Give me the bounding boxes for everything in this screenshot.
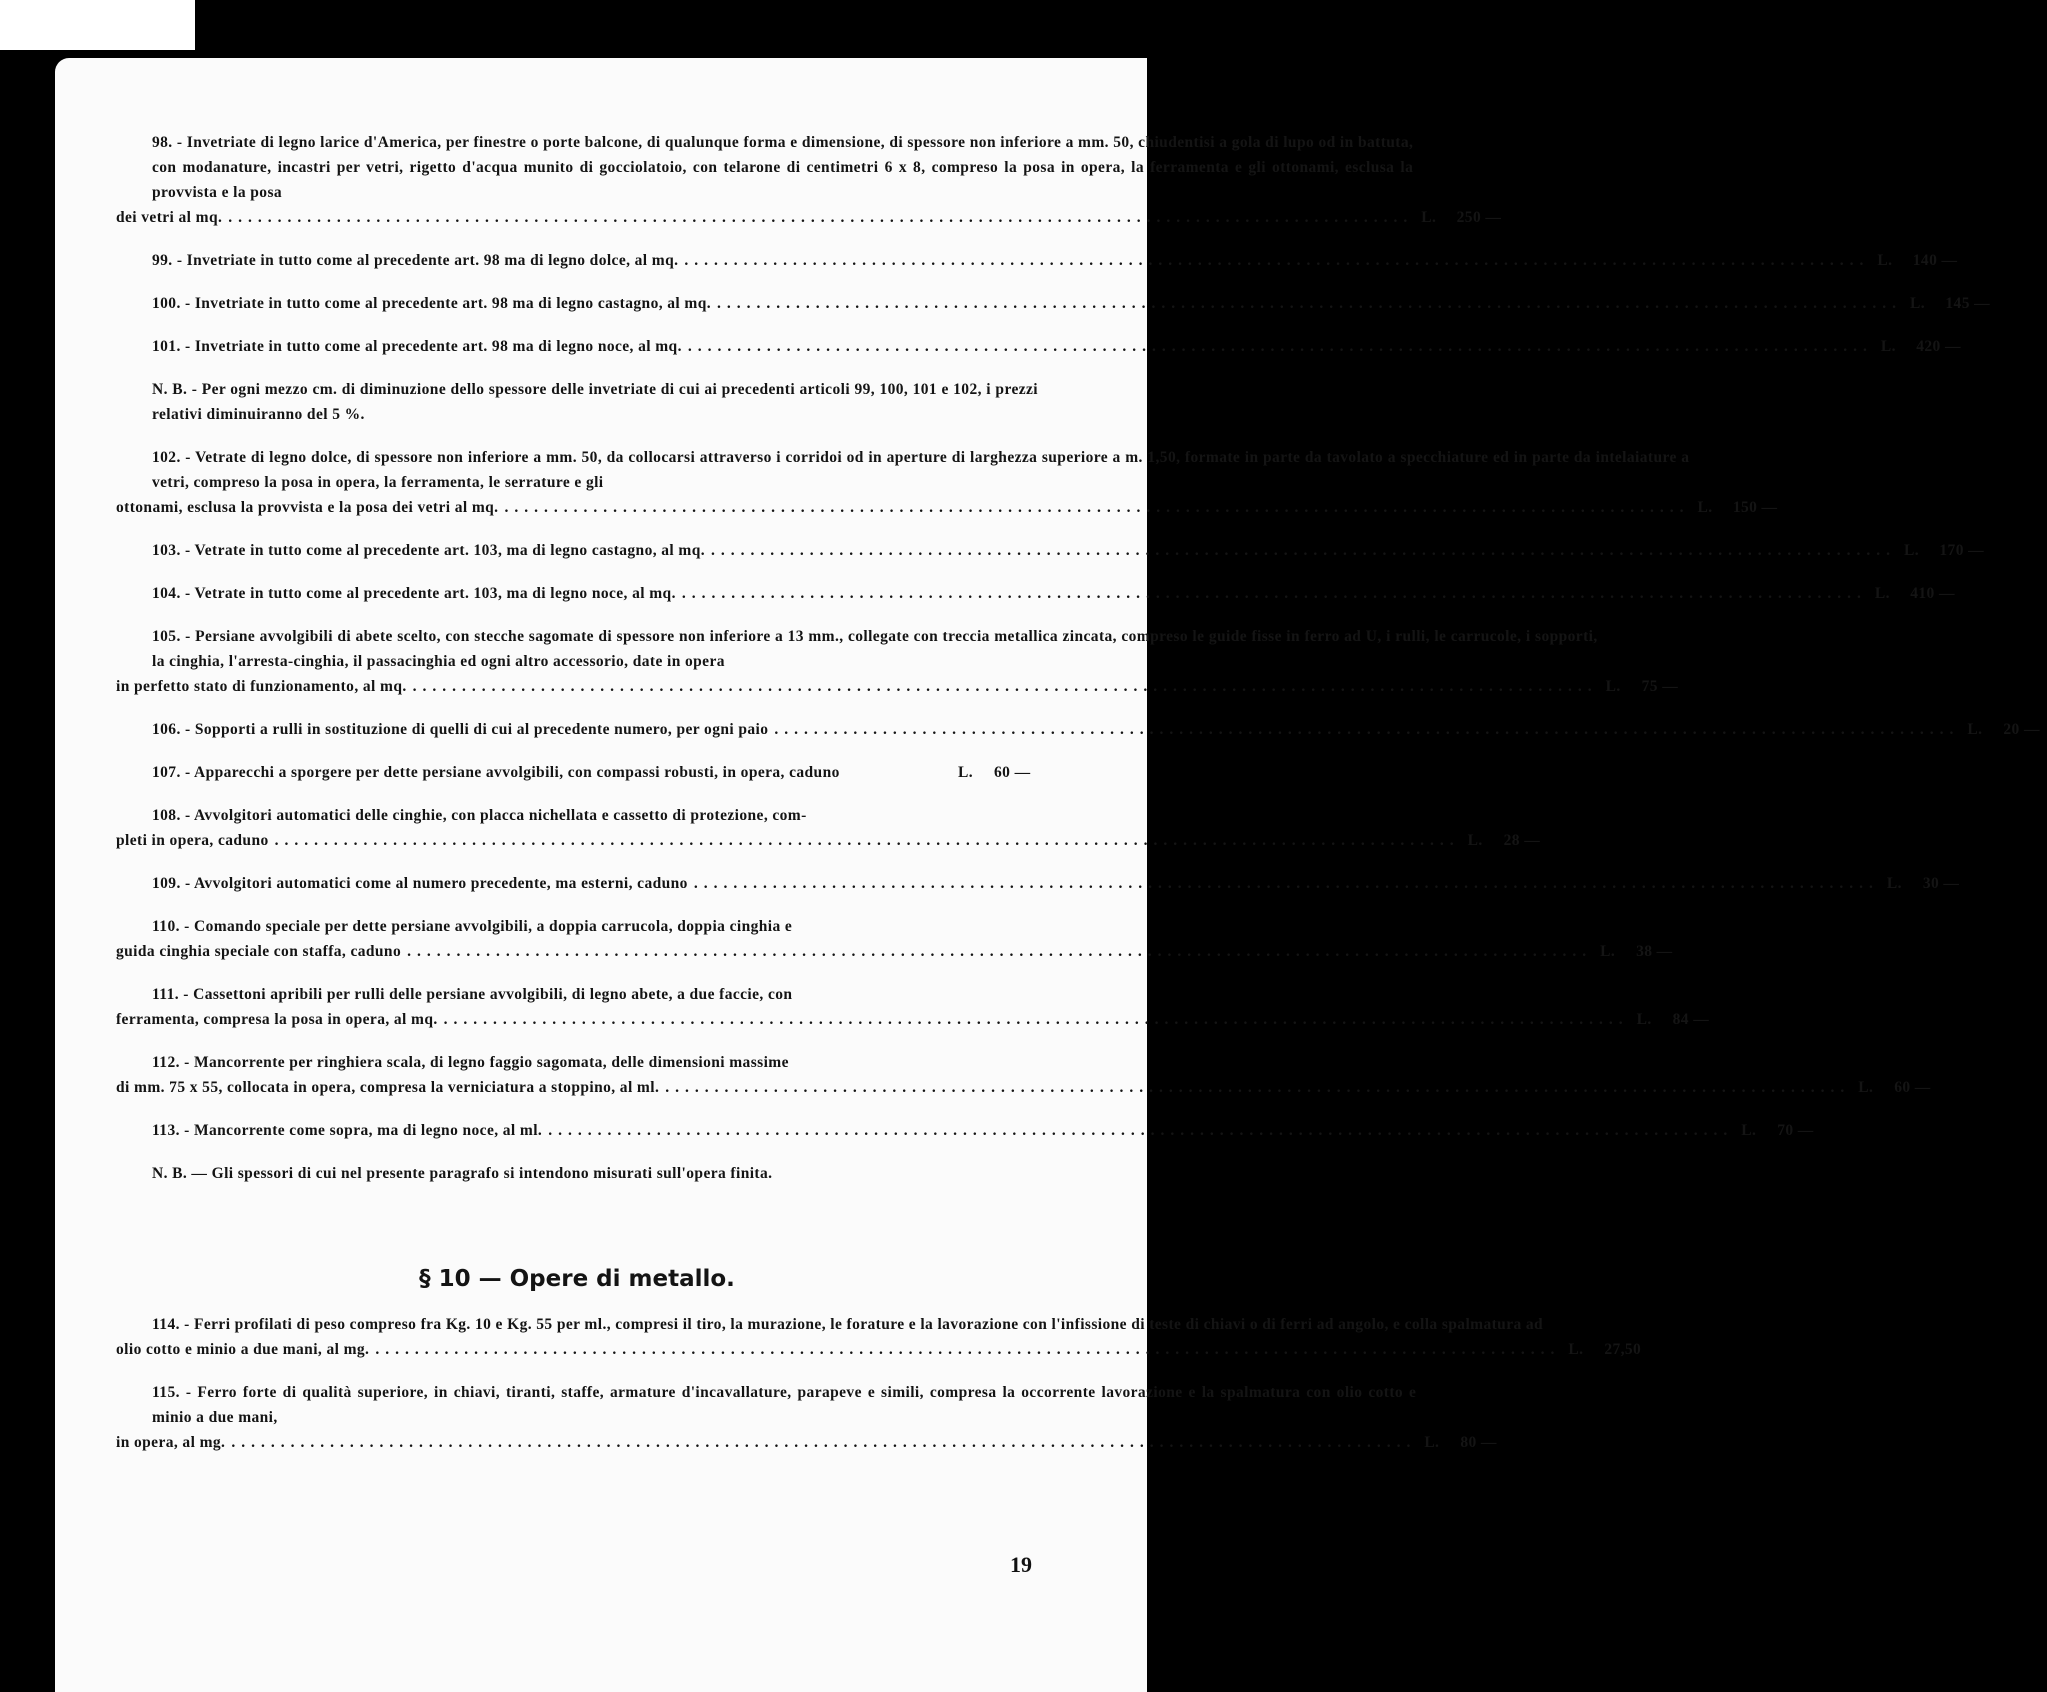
entry-last-line: 103. - Vetrate in tutto come al precedente art. 103, ma di legno castagno, al mq.	[152, 542, 706, 559]
entry-last-line: olio cotto e minio a due mani, al mg.	[116, 1341, 370, 1358]
dot-leader: ........................................................................................................................	[665, 1079, 1851, 1096]
price-entry	[116, 538, 1985, 563]
price-value: 27,50	[1604, 1341, 1642, 1358]
price-entry	[116, 1380, 1497, 1455]
price-value: 75 —	[1641, 678, 1679, 695]
dot-leader: ........................................................................................................................	[681, 585, 1867, 602]
page-number: 19	[1010, 1552, 1032, 1577]
entry-price	[1867, 581, 1955, 606]
price-value: 170 —	[1939, 542, 1985, 559]
entry-description	[116, 914, 1592, 964]
price-entry	[116, 1312, 1642, 1362]
entries-group-b	[116, 445, 2040, 1143]
price-entry	[116, 1118, 1814, 1143]
entry-text: 115. - Ferro forte di qualità superiore, in chiavi, tiranti, staffe, armature d'incavallature, parapeve e simili, compresa la occorrente lavorazione e la spalmatura con olio cotto e minio a due mani,	[152, 1384, 1417, 1426]
entry-description	[116, 1118, 1733, 1143]
dot-leader: ........................................................................................................................	[548, 1122, 1734, 1139]
entry-price	[1896, 538, 1984, 563]
entry-price	[1416, 1430, 1504, 1455]
entry-description	[116, 982, 1629, 1032]
entry-description	[116, 1380, 1416, 1455]
entry-last-line: ottonami, esclusa la provvista e la posa dei vetri al mq.	[116, 499, 499, 516]
entry-text: 102. - Vetrate di legno dolce, di spessore non inferiore a mm. 50, da collocarsi attraverso i corridoi od in aperture di larghezza superiore a m. 1,50, formate in parte da tavolato a specchiature ed in parte da intelaiature a vetri, compreso la posa in opera, la ferramenta, le serrature e gli	[152, 449, 1690, 491]
price-entry	[116, 445, 1778, 520]
entry-description	[116, 538, 1896, 563]
price-value: 410 —	[1910, 585, 1955, 602]
entry-text: 114. - Ferri profilati di peso compreso fra Kg. 10 e Kg. 55 per ml., compresi il tiro, la murazione, le forature e la lavorazione con l'infissione di teste di chiavi o di ferri ad angolo, e colla spalmatura ad	[152, 1316, 1544, 1333]
entry-price	[1850, 1075, 1938, 1100]
price-entry	[116, 291, 1991, 316]
entry-text: 105. - Persiane avvolgibili di abete scelto, con stecche sagomate di spessore non inferiore a 13 mm., collegate con treccia metallica zincata, compreso le guide fisse in ferro ad U, i rulli, le carrucole, i sopporti, la cinghia, l'arresta-cinghia, il passacinghia ed ogni altro accessorio, date in opera	[152, 628, 1598, 670]
entry-text: 98. - Invetriate di legno larice d'America, per finestre o porte balcone, di qualunque forma e dimensione, di spessore non inferiore a mm. 50, chiudentisi a gola di lupo od in battuta, con modanature, incastri per vetri, rigetto d'acqua munito di gocciolatoio, con telarone di centimetri 6 x 8, compreso la posa in opera, la ferramenta e gli ottonami, esclusa la provvista e la posa	[152, 134, 1414, 201]
dot-leader: ........................................................................................................................	[443, 1011, 1629, 1028]
price-entry	[116, 803, 1541, 853]
dot-leader: ........................................................................................................................	[412, 678, 1598, 695]
document-content	[116, 130, 2040, 1473]
price-value: 140 —	[1912, 252, 1958, 269]
dot-leader: ........................................................................................................................	[375, 1341, 1561, 1358]
price-value: 80 —	[1460, 1434, 1497, 1451]
entry-description	[116, 248, 1869, 273]
currency-label: L.	[1605, 678, 1621, 695]
price-entry	[116, 871, 1960, 896]
entry-price	[1959, 717, 2047, 742]
entry-last-line: ferramenta, compresa la posa in opera, al mq.	[116, 1011, 438, 1028]
entry-last-line: pleti in opera, caduno	[116, 832, 269, 849]
entry-price	[1733, 1118, 1821, 1143]
price-value: 70 —	[1777, 1122, 1814, 1139]
entry-price	[1879, 871, 1967, 896]
dot-leader: ........................................................................................................................	[231, 1434, 1417, 1451]
entry-last-line: guida cinghia speciale con staffa, caduno	[116, 943, 402, 960]
price-entry	[116, 717, 2040, 742]
currency-label: L.	[1600, 943, 1616, 960]
price-entry	[116, 982, 1710, 1032]
entry-price	[950, 760, 1038, 785]
entry-price	[1689, 495, 1777, 520]
entry-last-line: 100. - Invetriate in tutto come al precedente art. 98 ma di legno castagno, al mq.	[152, 295, 712, 312]
entry-price	[1902, 291, 1990, 316]
entry-text: 108. - Avvolgitori automatici delle cinghie, con placca nichellata e cassetto di protezione, com-	[152, 807, 807, 824]
price-entry	[116, 624, 1679, 699]
currency-label: L.	[1741, 1122, 1757, 1139]
entry-last-line: in opera, al mg.	[116, 1434, 226, 1451]
dot-leader: ........................................................................................................................	[504, 499, 1690, 516]
entry-price	[1598, 674, 1686, 699]
price-value: 28 —	[1503, 832, 1541, 849]
currency-label: L.	[1874, 585, 1890, 602]
entry-description	[116, 130, 1413, 230]
price-value: 84 —	[1672, 1011, 1710, 1028]
entry-last-line: 109. - Avvolgitori automatici come al numero precedente, ma esterni, caduno	[152, 875, 688, 892]
currency-label: L.	[1877, 252, 1893, 269]
currency-label: L.	[1697, 499, 1713, 516]
entry-price	[1560, 1337, 1648, 1362]
note-1: N. B. - Per ogni mezzo cm. di diminuzione dello spessore delle invetriate di cui ai precedenti articoli 99, 100, 101 e 102, i prezzi relativi diminuiranno del 5 %.	[152, 381, 1038, 423]
entry-description	[116, 1050, 1850, 1100]
currency-label: L.	[958, 764, 974, 781]
section-title: § 10 — Opere di metallo.	[419, 1266, 735, 1292]
dot-leader: ........................................................................................................................	[717, 295, 1903, 312]
price-value: 30 —	[1922, 875, 1960, 892]
price-value: 38 —	[1636, 943, 1673, 960]
price-value: 145 —	[1945, 295, 1991, 312]
entry-price	[1460, 828, 1548, 853]
entry-text: 111. - Cassettoni apribili per rulli delle persiane avvolgibili, di legno abete, a due faccie, con	[152, 986, 793, 1003]
dot-leader: ........................................................................................................................	[274, 832, 1460, 849]
entry-description	[116, 871, 1879, 896]
price-entry	[116, 248, 1958, 273]
price-value: 250 —	[1456, 209, 1502, 226]
entry-price	[1629, 1007, 1717, 1032]
currency-label: L.	[1424, 1434, 1440, 1451]
entry-description	[116, 624, 1598, 699]
dot-leader: ........................................................................................................................	[693, 875, 1879, 892]
price-entry	[116, 581, 1955, 606]
entry-description	[116, 445, 1689, 520]
currency-label: L.	[1568, 1341, 1584, 1358]
entry-last-line: 113. - Mancorrente come sopra, ma di legno noce, al ml.	[152, 1122, 543, 1139]
entry-last-line: 107. - Apparecchi a sporgere per dette persiane avvolgibili, con compassi robusti, in opera, caduno	[152, 764, 840, 781]
entry-price	[1592, 939, 1680, 964]
entry-last-line: 104. - Vetrate in tutto come al precedente art. 103, ma di legno noce, al mq.	[152, 585, 676, 602]
note-2: N. B. — Gli spessori di cui nel presente paragrafo si intendono misurati sull'opera finita.	[152, 1165, 773, 1182]
price-value: 60 —	[1894, 1079, 1931, 1096]
dot-leader: ........................................................................................................................	[774, 721, 1960, 738]
entry-text: 110. - Comando speciale per dette persiane avvolgibili, a doppia carrucola, doppia cinghia e	[152, 918, 793, 935]
entry-last-line: dei vetri al mq.	[116, 209, 223, 226]
price-value: 60 —	[994, 764, 1031, 781]
entries-group-a	[116, 130, 1991, 359]
entry-last-line: 99. - Invetriate in tutto come al precedente art. 98 ma di legno dolce, al mq.	[152, 252, 679, 269]
entries-group-c	[116, 1312, 1642, 1455]
entry-last-line: di mm. 75 x 55, collocata in opera, compresa la verniciatura a stoppino, al ml.	[116, 1079, 660, 1096]
entry-description	[116, 803, 1460, 853]
scan-border	[0, 0, 195, 50]
price-value: 150 —	[1732, 499, 1778, 516]
entry-description	[116, 581, 1867, 606]
entry-description	[116, 291, 1902, 316]
price-entry	[116, 914, 1673, 964]
dot-leader: ........................................................................................................................	[711, 542, 1897, 559]
currency-label: L.	[1421, 209, 1437, 226]
currency-label: L.	[1880, 338, 1896, 355]
price-value: 420 —	[1916, 338, 1961, 355]
price-value: 20 —	[2003, 721, 2040, 738]
entry-last-line: 101. - Invetriate in tutto come al precedente art. 98 ma di legno noce, al mq.	[152, 338, 682, 355]
entry-last-line: in perfetto stato di funzionamento, al mq.	[116, 678, 407, 695]
price-entry	[116, 1050, 1931, 1100]
entry-text: 112. - Mancorrente per ringhiera scala, di legno faggio sagomata, delle dimensioni massime	[152, 1054, 789, 1071]
currency-label: L.	[1858, 1079, 1874, 1096]
entry-last-line: 106. - Sopporti a rulli in sostituzione di quelli di cui al precedente numero, per ogni paio	[152, 721, 769, 738]
currency-label: L.	[1904, 542, 1920, 559]
entry-price	[1873, 334, 1961, 359]
entry-description	[116, 717, 1959, 742]
dot-leader: ........................................................................................................................	[228, 209, 1414, 226]
price-entry	[116, 760, 1038, 785]
entry-description	[116, 1312, 1560, 1362]
currency-label: L.	[1967, 721, 1983, 738]
entry-price	[1413, 205, 1501, 230]
dot-leader: ........................................................................................................................	[684, 252, 1870, 269]
currency-label: L.	[1467, 832, 1483, 849]
entry-description	[116, 334, 1873, 359]
currency-label: L.	[1886, 875, 1902, 892]
dot-leader: ........................................................................................................................	[687, 338, 1873, 355]
entry-price	[1869, 248, 1957, 273]
currency-label: L.	[1910, 295, 1926, 312]
price-entry	[116, 130, 1502, 230]
currency-label: L.	[1636, 1011, 1652, 1028]
entry-description	[116, 760, 950, 785]
dot-leader: ........................................................................................................................	[407, 943, 1593, 960]
price-entry	[116, 334, 1961, 359]
